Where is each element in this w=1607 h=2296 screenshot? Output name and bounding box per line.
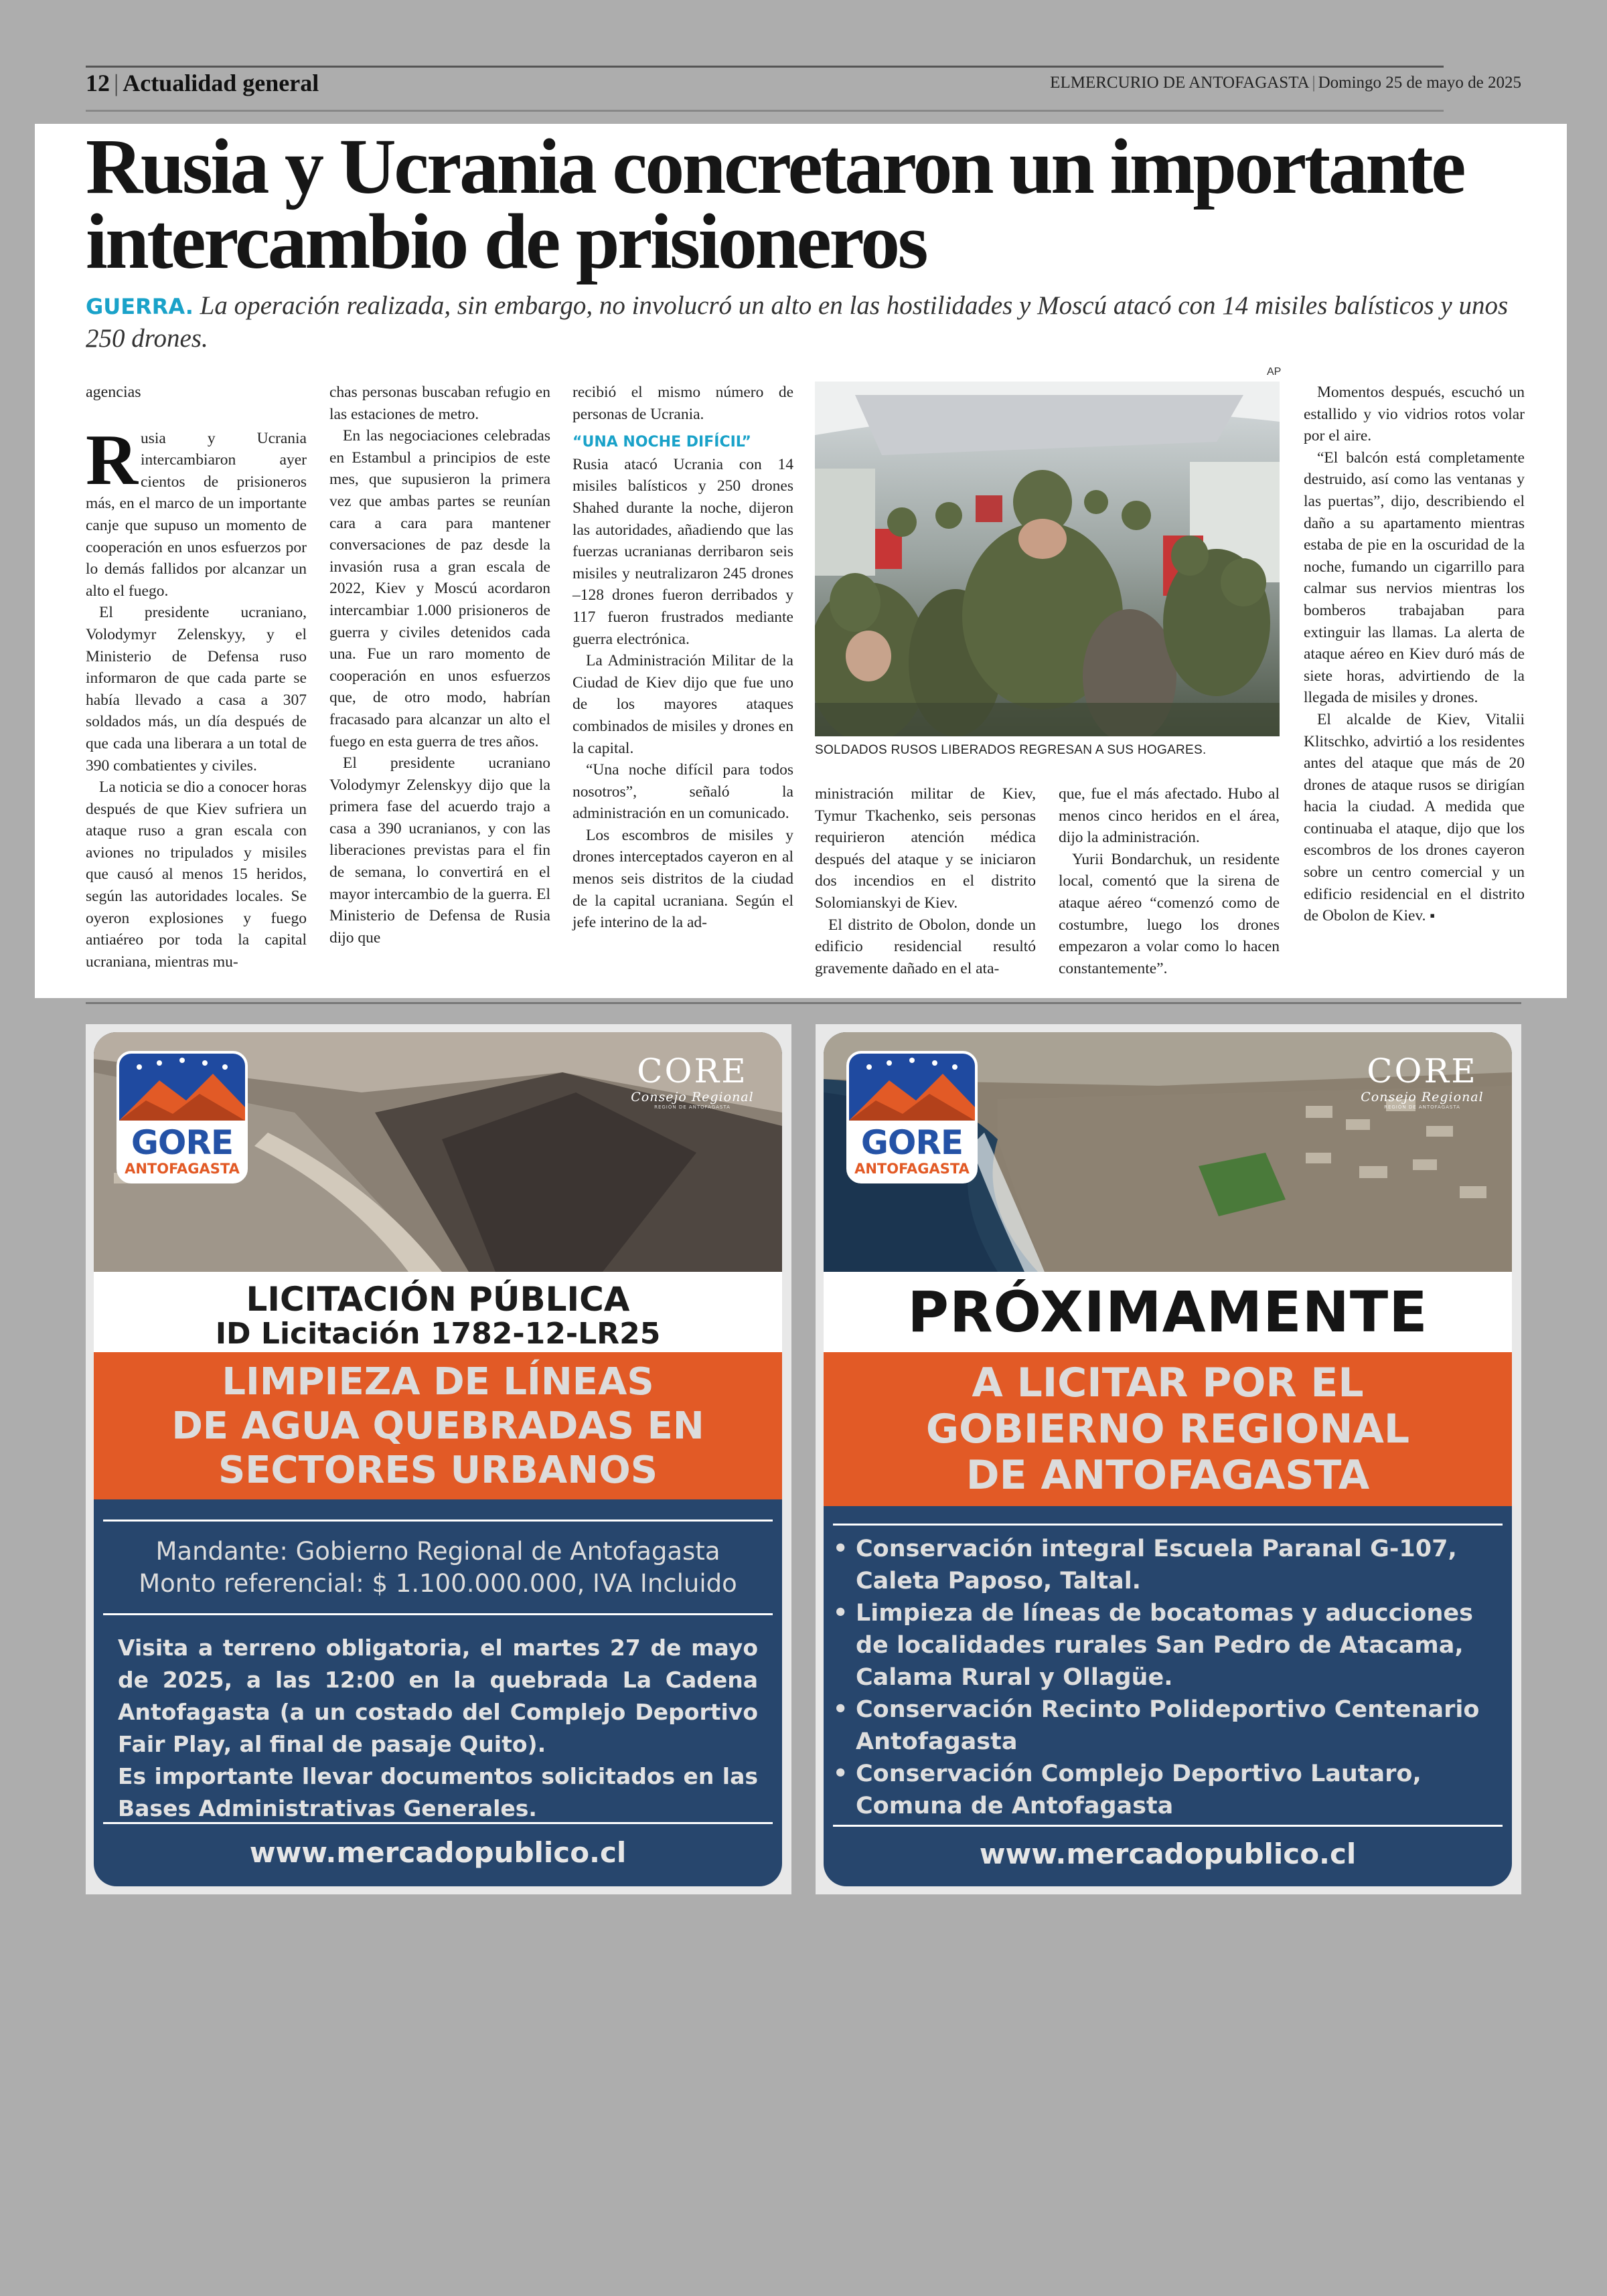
paragraph: El alcalde de Kiev, Vitalii Klitschko, advirtió a los residentes antes del ataque que más de 20 drones de ataque rusos se dirigían hacia la ciudad. A medida que continuaba el ataque, dijo que los escombros de los drones cayeron sobre un centro comercial y un edificio residencial en el distrito de Obolon de Kiev. ▪: [1304, 710, 1525, 925]
page-header: [86, 67, 1521, 99]
paragraph: recibió el mismo número de personas de Ucrania.: [572, 384, 793, 423]
ad-url-link[interactable]: www.mercadopublico.cl: [249, 1836, 627, 1869]
paragraph: El presidente ucraniano, Volodymyr Zelenskyy, y el Ministerio de Defensa ruso informaron de que cada parte se había llevado a casa a 307 soldados más, un día después de que cada una liberara a un total de 390 combatientes y civiles.: [86, 604, 307, 774]
orange-line: DE ANTOFAGASTA: [966, 1452, 1370, 1499]
drop-cap: R: [86, 420, 138, 500]
ad-photo-quebrada: [94, 1032, 782, 1272]
ad-title-band: [824, 1272, 1512, 1352]
paragraph: La noticia se dio a conocer horas después de que Kiev sufriera un ataque ruso a gran escala con aviones no tripulados y misiles que causó al menos 15 heridos, según las autoridades locales. Se oyeron explosiones y fuego antiaéreo por toda la capital ucraniana, mientras mu-: [86, 778, 307, 971]
logo-word: GORE: [131, 1123, 234, 1162]
core-subtitle: Consejo Regional: [1361, 1090, 1484, 1104]
column-2: [329, 382, 550, 949]
ad-visita-block: [118, 1632, 758, 1825]
paragraph: El presidente ucraniano Volodymyr Zelenskyy dijo que la primera fase del acuerdo trajo a casa a 390 ucranianos, y con las liberaciones previstas para el fin de semana, lo convertirá en el mayor intercambio de la guerra. El Ministerio de Defensa de Rusia dijo que: [329, 754, 550, 947]
photo-caption: SOLDADOS RUSOS LIBERADOS REGRESAN A SUS HOGARES.: [815, 743, 1207, 757]
project-item: • Limpieza de líneas de bocatomas y aducciones de localidades rurales San Pedro de Atacama, Calama Rural y Ollagüe.: [833, 1597, 1496, 1694]
article: [35, 124, 1567, 998]
gore-logo: [846, 1051, 978, 1183]
paragraph: ministración militar de Kiev, Tymur Tkachenko, seis personas requirieron atención médica después del ataque y se iniciaron dos incendios en el distrito Solomianskyi de Kiev.: [815, 785, 1036, 912]
paragraph: El distrito de Obolon, donde un edificio residencial resultó gravemente dañado en el ata-: [815, 916, 1036, 977]
news-photo: [815, 382, 1280, 736]
kicker: GUERRA.: [86, 294, 194, 319]
ad-url-link[interactable]: www.mercadopublico.cl: [979, 1837, 1357, 1870]
section-name: Actualidad general: [123, 70, 319, 96]
logo-word: GORE: [860, 1123, 964, 1162]
ad-frame-licitacion: [86, 1024, 791, 1894]
end-mark-icon: ▪: [1430, 907, 1436, 924]
gore-mountain-emblem-icon: [849, 1054, 975, 1121]
importante-text: Es importante llevar documentos solicitados en las Bases Administrativas Generales.: [118, 1763, 758, 1821]
ad-mandante-block: [118, 1536, 758, 1600]
column-6: [1304, 382, 1525, 927]
paragraph: “Una noche difícil para todos nosotros”, señaló la administración en un comunicado.: [572, 761, 793, 823]
paragraph: “El balcón está completamente destruido, así como las ventanas y las puertas”, dijo, describiendo el daño a su apartamento mientras estaba de pie en la oscuridad de la noche, fumando un cigarrillo para calmar sus nervios mientras los bomberos trabajaban para extinguir las llamas. La alerta de ataque aéreo en Kiev duró más de siete horas, advirtiendo de la llegada de misiles y drones.: [1304, 448, 1525, 707]
photo-credit: AP: [1267, 366, 1282, 378]
paragraph: que, fue el más afectado. Hubo al menos cinco heridos en el área, dijo la administración.: [1059, 785, 1280, 847]
ad-project-list: [833, 1533, 1496, 1822]
column-4: [815, 783, 1036, 979]
core-word: CORE: [637, 1052, 748, 1090]
logo-subtitle: ANTOFAGASTA: [125, 1161, 240, 1177]
deck-text: La operación realizada, sin embargo, no involucró un alto en las hostilidades y Moscú atacó con 14 misiles balísticos y unos 250 drones.: [86, 291, 1509, 353]
paragraph: Momentos después, escuchó un estallido y vio vidrios rotos volar por el aire.: [1304, 384, 1525, 445]
ad-proximamente: [824, 1032, 1512, 1886]
orange-line: LIMPIEZA DE LÍNEAS: [222, 1360, 654, 1404]
column-3: [572, 382, 793, 934]
ad-orange-band: [94, 1352, 782, 1499]
bus-interior-photo: [815, 382, 1280, 736]
orange-line: SECTORES URBANOS: [218, 1449, 658, 1492]
project-item: • Conservación integral Escuela Paranal G-107, Caleta Paposo, Taltal.: [833, 1533, 1496, 1597]
visita-text: Visita a terreno obligatoria, el martes 27 de mayo de 2025, a las 12:00 en la quebrada La Cadena Antofagasta (a un costado del Complejo Deportivo Fair Play, al final de pasaje Quito).: [118, 1635, 758, 1757]
core-logo: [1355, 1052, 1489, 1110]
paragraph: Yurii Bondarchuk, un residente local, comentó que la sirena de ataque aéreo “comenzó como de costumbre, luego los drones empezaron a volar como lo hacen constantemente”.: [1059, 850, 1280, 977]
paragraph: En las negociaciones celebradas en Estambul a principios de este mes, que supusieron la primera vez que ambas partes se reunían cara a cara para mantener conversaciones de paz desde la invasión rusa a gran escala de 2022, Kiev y Moscú acordaron intercambiar 1.000 prisioneros de guerra y civiles detenidos cada una. Fue un raro momento de cooperación en unos esfuerzos que, de otro modo, habrían fracasado para alcanzar un alto el fuego en esta guerra de tres años.: [329, 427, 550, 750]
ad-orange-band: [824, 1352, 1512, 1506]
paragraph: Rusia atacó Ucrania con 14 misiles balísticos y 250 drones Shahed durante la noche, dijeron las autoridades, añadiendo que las fuerzas ucranianas derribaron seis misiles y neutralizaron 245 drones –128 drones fueron derribados y 117 fueron frustrados mediante guerra electrónica.: [572, 455, 793, 648]
orange-line: DE AGUA QUEBRADAS EN: [171, 1404, 704, 1448]
column-1: [86, 382, 307, 973]
ad-photo-coast: [824, 1032, 1512, 1272]
ad-frame-proximamente: [816, 1024, 1521, 1894]
paragraph: Los escombros de misiles y drones interceptados cayeron en al menos seis distritos de la ciudad de la capital ucraniana. Según el jefe interino de la ad-: [572, 826, 793, 932]
ad-licitacion: [94, 1032, 782, 1886]
logo-subtitle: ANTOFAGASTA: [854, 1161, 970, 1177]
page-number: 12: [86, 70, 110, 96]
gore-logo: [117, 1051, 248, 1183]
headline: Rusia y Ucrania concretaron un importante intercambio de prisioneros: [86, 122, 1464, 285]
ad-rule: [103, 1822, 773, 1824]
ad-rule: [833, 1825, 1503, 1827]
core-region: REGIÓN DE ANTOFAGASTA: [1384, 1104, 1460, 1110]
ad-title-band: [94, 1272, 782, 1352]
section-divider: [86, 1002, 1521, 1004]
column-5: [1059, 783, 1280, 979]
publication-line: ELMERCURIO DE ANTOFAGASTA | Domingo 25 de mayo de 2025: [1050, 74, 1521, 92]
ad-title: PRÓXIMAMENTE: [907, 1279, 1428, 1345]
publication-name: ELMERCURIO DE ANTOFAGASTA: [1050, 74, 1310, 92]
ad-id: ID Licitación 1782-12-LR25: [215, 1317, 661, 1351]
orange-line: A LICITAR POR EL: [972, 1360, 1364, 1406]
page-folio: 12 | Actualidad general: [86, 70, 319, 96]
lead-paragraph: Rusia y Ucrania intercambiaron ayer cientos de prisioneros más, en el marco de un importante canje que supuso un momento de cooperación en unos esfuerzos por lo demás fallidos por alcanzar un alto el fuego.: [86, 420, 307, 600]
ad-title: LICITACIÓN PÚBLICA: [246, 1280, 630, 1319]
core-word: CORE: [1367, 1052, 1478, 1090]
monto: Monto referencial: $ 1.100.000.000, IVA Incluido: [139, 1569, 737, 1598]
core-subtitle: Consejo Regional: [631, 1090, 754, 1104]
gore-mountain-emblem-icon: [119, 1054, 245, 1121]
header-bottom-rule: [86, 110, 1444, 112]
paragraph: chas personas buscaban refugio en las estaciones de metro.: [329, 384, 550, 423]
core-region: REGIÓN DE ANTOFAGASTA: [654, 1104, 731, 1110]
paragraph: La Administración Militar de la Ciudad de Kiev dijo que fue uno de los mayores ataques combinados de misiles y drones en la capital.: [572, 652, 793, 757]
deck: [86, 290, 1525, 355]
core-logo: [625, 1052, 759, 1110]
project-item: • Conservación Complejo Deportivo Lautaro, Comuna de Antofagasta: [833, 1758, 1496, 1822]
publication-date: Domingo 25 de mayo de 2025: [1318, 74, 1521, 92]
ad-rule: [833, 1524, 1503, 1526]
ad-rule: [103, 1613, 773, 1615]
orange-line: GOBIERNO REGIONAL: [925, 1406, 1410, 1453]
subhead: “UNA NOCHE DIFÍCIL”: [572, 434, 751, 451]
mandante: Mandante: Gobierno Regional de Antofagasta: [155, 1537, 720, 1566]
byline: agencias: [86, 384, 141, 401]
ad-rule: [103, 1520, 773, 1522]
project-item: • Conservación Recinto Polideportivo Centenario Antofagasta: [833, 1694, 1496, 1758]
